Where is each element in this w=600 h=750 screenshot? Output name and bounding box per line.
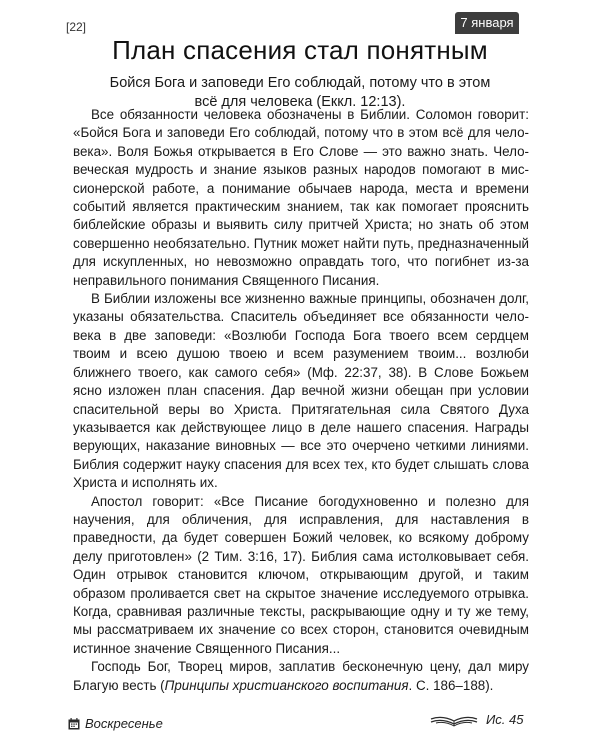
day-label: Воскресенье — [85, 716, 163, 731]
epigraph: Бойся Бога и заповеди Его соблюдай, потому что в этом всё для человека (Еккл. 12:13). — [109, 75, 491, 110]
footer-reference — [430, 712, 523, 727]
paragraph-4 — [73, 658, 529, 695]
date-badge: 7 января — [455, 12, 519, 34]
article-body — [73, 106, 529, 695]
open-book-icon — [430, 713, 478, 727]
footer-day — [68, 716, 163, 731]
scripture-reference: Ис. 45 — [486, 712, 524, 727]
paragraph-2: В Библии изложены все жизненно важные принципы, обозначен долг, указаны обязательства. Спаситель объединяет все обязанности человека в две заповеди: «Возлюби Господа Бога твоего всем сердцем твоим и всею душою твоею и всем разумением твоим... возлюби ближнего твоего, как самого себя» (Мф. 22:37, 38). В Слове Божьем ясно изложен план спасения. Дар вечной жизни обещан при условии спасительной веры во Христа. Притягательная сила Святого Духа указывается как действующее лицо в деле нашего спасения. Награды верующих, наказание виновных — все это очерчено четкими линиями. Библия содержит науку спасения для всех тех, кто будет слышать слова Христа и исполнять их. — [73, 291, 529, 491]
calendar-icon — [68, 718, 80, 730]
page-title: План спасения стал понятным — [112, 35, 488, 65]
paragraph-4-text: Господь Бог, Творец миров, заплатив бесконечную цену, дал миру Благую весть ( — [73, 659, 529, 693]
page-number: [22] — [66, 20, 87, 34]
paragraph-3: Апостол говорит: «Все Писание богодухновенно и полезно для научения, для обличения, для исправления, для наставления в праведности, да будет совершен Божий человек, ко всякому доброму делу приготовлен» (2 Тим. 3:16, 17). Библия сама истолковывает себя. Один отрывок становится ключом, открывающим другой, и таким образом проливается свет на скрытое значение исследуемого отрывка. Когда, сравнивая различные тексты, раскрывающие одну и ту же тему, мы рассматриваем их значение со всех сторон, становится очевидным истинное значение Священного Писания... — [73, 493, 529, 656]
source-pages: . С. 186–188). — [408, 677, 494, 693]
source-title: Принципы христианского воспитания — [164, 677, 409, 693]
paragraph-1: Все обязанности человека обозначены в Библии. Соломон говорит: «Бойся Бога и заповеди Его соблюдай, потому что в этом всё для человека». Воля Божья открывается в Его Слове — это важно знать. Человеческая мудрость и знание языков разных народов помогают в миссионерской работе, а понимание обычаев народа, места и времени событий является практическим знанием, так как помогает прояснить библейские образы и выявить силу притчей Христа; но знать об этом совершенно необязательно. Путник может найти путь, предназначенный для искупленных, но невозможно оправдать того, что погибнет из-за неправильного понимания Священного Писания. — [73, 107, 529, 288]
